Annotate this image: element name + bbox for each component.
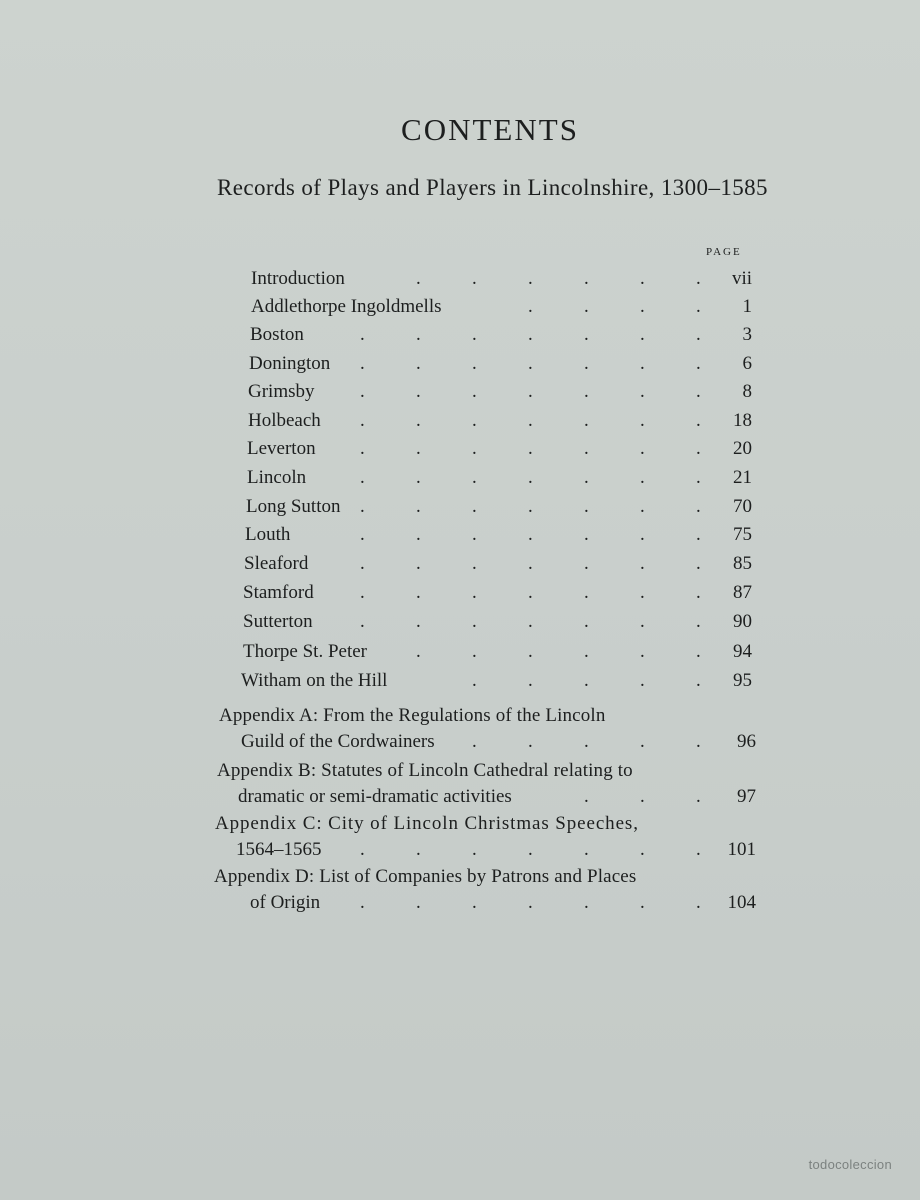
leader-dot: . [472,670,477,691]
leader-dot: . [528,582,533,603]
leader-dot: . [360,324,365,345]
leader-dot: . [528,670,533,691]
leader-dot: . [528,611,533,632]
toc-entry-title: Donington [249,353,331,374]
leader-dot: . [584,438,589,459]
leader-dot: . [640,582,645,603]
leader-dot: . [696,641,701,662]
leader-dot: . [640,641,645,662]
leader-dot: . [640,496,645,517]
toc-entry-page: 1 [742,296,752,317]
appendix-title-line2: 1564–1565 [236,839,322,860]
leader-dot: . [640,467,645,488]
leader-dot: . [584,839,589,860]
toc-entry-title: Sutterton [243,611,313,632]
leader-dot: . [472,496,477,517]
leader-dot: . [416,553,421,574]
leader-dot: . [472,324,477,345]
leader-dot: . [584,467,589,488]
leader-dot: . [640,553,645,574]
leader-dot: . [360,553,365,574]
appendix-title-line1: Appendix B: Statutes of Lincoln Cathedral relating to [217,760,633,781]
leader-dot: . [640,524,645,545]
appendix-line2-row [217,784,756,810]
appendix-page: 104 [727,892,756,913]
leader-dot: . [696,381,701,402]
leader-dot: . [360,410,365,431]
leader-dot: . [360,611,365,632]
leader-dot: . [472,410,477,431]
leader-dot: . [472,553,477,574]
leader-dot: . [696,839,701,860]
toc-entry-title: Introduction [251,268,345,289]
appendix-title-line1: Appendix A: From the Regulations of the Lincoln [219,705,606,726]
toc-entry-title: Boston [250,324,304,345]
toc-entry-page: 3 [742,324,752,345]
leader-dot: . [360,892,365,913]
leader-dot: . [528,324,533,345]
toc-entry-page: 94 [733,641,752,662]
toc-entry [244,551,752,577]
toc-entry-page: 18 [733,410,752,431]
leader-dot: . [472,611,477,632]
toc-entry-title: Grimsby [248,381,315,402]
leader-dot: . [416,641,421,662]
leader-dot: . [696,611,701,632]
leader-dot: . [528,381,533,402]
leader-dot: . [472,268,477,289]
leader-dot: . [416,381,421,402]
appendix-entry [214,864,756,916]
leader-dot: . [528,641,533,662]
toc-entry-title: Holbeach [248,410,321,431]
appendix-title-line1: Appendix C: City of Lincoln Christmas Speeches, [215,813,639,834]
leader-dot: . [584,524,589,545]
leader-dot: . [640,296,645,317]
toc-entry-title: Thorpe St. Peter [243,641,368,662]
leader-dot: . [360,381,365,402]
leader-dot: . [640,670,645,691]
appendix-page: 101 [727,839,756,860]
appendix-page: 96 [737,731,756,752]
toc-entry-title: Sleaford [244,553,309,574]
toc-entry [247,465,752,491]
leader-dot: . [584,296,589,317]
leader-dot: . [584,892,589,913]
leader-dot: . [416,892,421,913]
contents-heading: CONTENTS [401,112,579,147]
leader-dot: . [416,496,421,517]
leader-dot: . [584,353,589,374]
toc-entry [250,322,752,348]
leader-dot: . [360,839,365,860]
leader-dot: . [696,670,701,691]
leader-dot: . [528,353,533,374]
leader-dot: . [416,353,421,374]
leader-dot: . [640,438,645,459]
toc-entry-page: 90 [733,611,752,632]
leader-dot: . [584,611,589,632]
leader-dot: . [640,268,645,289]
toc-entry [243,580,752,606]
leader-dot: . [472,438,477,459]
leader-dot: . [640,731,645,752]
toc-entry [251,294,752,320]
appendix-entry [219,703,756,755]
toc-entry-title: Witham on the Hill [241,670,388,691]
leader-dot: . [472,524,477,545]
toc-entry-page: 70 [733,496,752,517]
leader-dot: . [584,786,589,807]
leader-dot: . [584,553,589,574]
toc-entry-page: 21 [733,467,752,488]
leader-dot: . [416,410,421,431]
toc-entry [243,639,752,665]
leader-dot: . [360,353,365,374]
toc-entry-title: Long Sutton [246,496,341,517]
leader-dot: . [696,324,701,345]
toc-entry-title: Stamford [243,582,314,603]
leader-dot: . [584,582,589,603]
toc-entry [245,522,752,548]
leader-dot: . [528,410,533,431]
leader-dot: . [528,467,533,488]
leader-dot: . [528,892,533,913]
leader-dot: . [640,410,645,431]
leader-dot: . [696,438,701,459]
appendix-title-line2: dramatic or semi-dramatic activities [238,786,512,807]
toc-entry [247,436,752,462]
leader-dot: . [360,438,365,459]
leader-dot: . [584,670,589,691]
leader-dot: . [696,731,701,752]
leader-dot: . [360,467,365,488]
appendix-title-line2: of Origin [250,892,321,913]
leader-dot: . [416,438,421,459]
toc-entry-page: 85 [733,553,752,574]
leader-dot: . [528,496,533,517]
leader-dot: . [528,268,533,289]
leader-dot: . [528,438,533,459]
appendix-entry [217,758,756,810]
leader-dot: . [416,524,421,545]
leader-dot: . [472,467,477,488]
leader-dot: . [472,641,477,662]
leader-dot: . [696,892,701,913]
leader-dot: . [584,324,589,345]
toc-entry-page: 95 [733,670,752,691]
toc-entry-page: 87 [733,582,752,603]
appendix-line2-row [219,729,756,755]
toc-entry [243,609,752,635]
leader-dot: . [472,892,477,913]
leader-dot: . [584,641,589,662]
toc-entry [241,668,752,694]
leader-dot: . [696,410,701,431]
appendix-line2-row [214,890,756,916]
toc-entry [248,408,752,434]
toc-entry-title: Addlethorpe Ingoldmells [251,296,442,317]
leader-dot: . [640,611,645,632]
leader-dot: . [640,353,645,374]
toc-entry-page: 75 [733,524,752,545]
appendix-line2-row [215,837,756,863]
toc-entry-title: Leverton [247,438,316,459]
toc-entry-page: vii [731,268,752,289]
leader-dot: . [640,839,645,860]
leader-dot: . [416,467,421,488]
leader-dot: . [696,296,701,317]
leader-dot: . [640,892,645,913]
leader-dot: . [528,553,533,574]
toc-entry-page: 6 [742,353,752,374]
leader-dot: . [472,353,477,374]
leader-dot: . [528,296,533,317]
leader-dot: . [640,786,645,807]
leader-dot: . [640,324,645,345]
leader-dot: . [416,839,421,860]
leader-dot: . [640,381,645,402]
leader-dot: . [696,467,701,488]
appendix-title-line2: Guild of the Cordwainers [241,731,435,752]
leader-dot: . [416,611,421,632]
book-subtitle: Records of Plays and Players in Lincolnshire, 1300–1585 [217,175,768,200]
leader-dot: . [472,731,477,752]
leader-dot: . [528,524,533,545]
leader-dot: . [472,582,477,603]
leader-dot: . [584,268,589,289]
leader-dot: . [416,268,421,289]
leader-dot: . [360,582,365,603]
toc-entry-title: Lincoln [247,467,307,488]
appendix-title-line1: Appendix D: List of Companies by Patrons and Places [214,866,637,887]
appendix-page: 97 [737,786,756,807]
toc-entry [251,266,752,292]
leader-dot: . [584,731,589,752]
appendix-entry [215,811,756,863]
leader-dot: . [416,582,421,603]
page-column-label: PAGE [706,246,742,258]
watermark: todocoleccion [808,1157,892,1172]
leader-dot: . [472,839,477,860]
leader-dot: . [584,410,589,431]
leader-dot: . [360,524,365,545]
leader-dot: . [472,381,477,402]
toc-entry-page: 8 [742,381,752,402]
leader-dot: . [360,496,365,517]
leader-dot: . [696,786,701,807]
toc-entry [246,494,752,520]
toc-entry-page: 20 [733,438,752,459]
leader-dot: . [584,496,589,517]
toc-entry [248,379,752,405]
leader-dot: . [528,731,533,752]
leader-dot: . [696,524,701,545]
leader-dot: . [584,381,589,402]
leader-dot: . [696,496,701,517]
leader-dot: . [696,353,701,374]
leader-dot: . [696,582,701,603]
leader-dot: . [696,268,701,289]
leader-dot: . [416,324,421,345]
leader-dot: . [696,553,701,574]
leader-dot: . [528,839,533,860]
toc-entry-title: Louth [245,524,291,545]
toc-entry [249,351,752,377]
